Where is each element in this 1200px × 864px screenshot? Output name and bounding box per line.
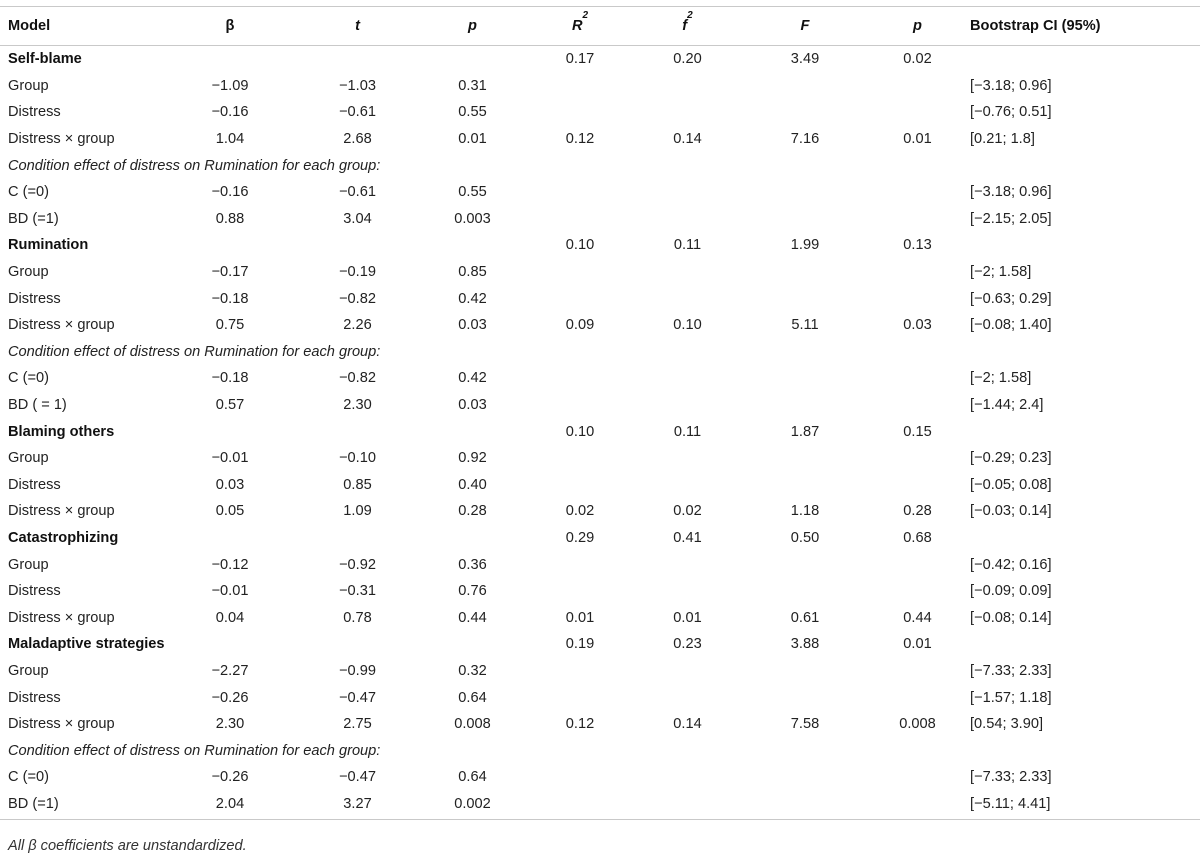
cell-F: 7.58 <box>790 716 820 733</box>
cell-ci <box>970 418 1200 445</box>
cell-F <box>745 179 865 206</box>
cell-f2 <box>630 472 745 499</box>
cell-r2 <box>530 684 630 711</box>
cell-t: −0.92 <box>339 556 376 573</box>
cell-p: 0.32 <box>458 662 487 679</box>
cell-F: 1.99 <box>790 237 820 254</box>
table-footnote: All β coefficients are unstandardized. <box>8 838 247 854</box>
cell-F: 3.88 <box>790 636 820 653</box>
cell-ci: [−0.08; 0.14] <box>970 609 1052 626</box>
cell-p: 0.36 <box>458 556 487 573</box>
cell-r2 <box>530 578 630 605</box>
cell-f2 <box>630 206 745 233</box>
cell-p: 0.28 <box>458 503 487 520</box>
cell-beta: −0.01 <box>211 583 249 600</box>
cell-p2: 0.01 <box>903 636 932 653</box>
cell-r2 <box>530 445 630 472</box>
row-label: Group <box>8 77 49 94</box>
cell-t: 2.68 <box>343 131 372 148</box>
cell-f2: 0.11 <box>673 237 702 254</box>
cell-ci: [−0.29; 0.23] <box>970 450 1052 467</box>
cell-ci: [−5.11; 4.41] <box>970 795 1051 812</box>
cell-p2 <box>865 99 970 126</box>
cell-F: 5.11 <box>791 317 819 334</box>
cell-F <box>745 99 865 126</box>
cell-F <box>745 392 865 419</box>
condition-note: Condition effect of distress on Rumination for each group: <box>8 157 381 174</box>
cell-p2 <box>865 551 970 578</box>
cell-t: −0.82 <box>339 290 376 307</box>
cell-ci: [−0.76; 0.51] <box>970 104 1052 121</box>
cell-f2: 0.01 <box>673 609 702 626</box>
table-row <box>0 285 1200 312</box>
cell-p <box>415 525 530 552</box>
cell-t: 2.26 <box>343 317 372 334</box>
cell-t: 1.09 <box>343 503 372 520</box>
cell-r2: 0.10 <box>565 423 595 440</box>
cell-t <box>300 418 415 445</box>
row-label: C (=0) <box>8 184 49 201</box>
cell-f2 <box>630 791 745 818</box>
cell-t: −0.10 <box>339 450 376 467</box>
cell-p: 0.64 <box>458 769 487 786</box>
cell-ci <box>970 46 1200 73</box>
cell-f2 <box>630 392 745 419</box>
header-r2-sup: 2 <box>582 10 589 21</box>
cell-F <box>745 285 865 312</box>
cell-t <box>300 46 415 73</box>
cell-t: −1.03 <box>339 77 376 94</box>
header-model: Model <box>0 7 160 46</box>
cell-r2 <box>530 99 630 126</box>
cell-t: 2.30 <box>343 397 372 414</box>
cell-ci <box>970 631 1200 658</box>
section-label: Self-blame <box>8 51 82 68</box>
cell-F <box>745 206 865 233</box>
row-label: Distress × group <box>8 131 115 148</box>
cell-F <box>745 365 865 392</box>
cell-ci: [−0.09; 0.09] <box>970 583 1052 600</box>
cell-p: 0.002 <box>454 795 491 812</box>
cell-t: −0.47 <box>339 769 376 786</box>
cell-beta: 0.05 <box>215 503 245 520</box>
table-row <box>0 551 1200 578</box>
cell-p: 0.64 <box>458 689 487 706</box>
cell-f2 <box>630 73 745 100</box>
cell-f2: 0.11 <box>673 423 702 440</box>
cell-p: 0.008 <box>454 716 491 733</box>
row-label: Group <box>8 556 49 573</box>
cell-f2: 0.10 <box>673 317 702 334</box>
cell-f2 <box>630 99 745 126</box>
header-row <box>0 7 1200 46</box>
cell-ci: [−2.15; 2.05] <box>970 210 1052 227</box>
cell-f2 <box>630 445 745 472</box>
cell-p2: 0.44 <box>903 609 932 626</box>
regression-results-table <box>0 7 1200 817</box>
cell-ci: [−3.18; 0.96] <box>970 77 1052 94</box>
cell-r2 <box>530 658 630 685</box>
cell-F: 1.18 <box>790 503 820 520</box>
cell-p2 <box>865 179 970 206</box>
cell-f2: 0.20 <box>673 51 702 68</box>
cell-r2 <box>530 179 630 206</box>
cell-p: 0.76 <box>458 583 487 600</box>
cell-F <box>745 472 865 499</box>
cell-r2: 0.17 <box>565 51 595 68</box>
cell-p2: 0.03 <box>903 317 932 334</box>
condition-note: Condition effect of distress on Rumination for each group: <box>8 343 381 360</box>
cell-ci: [−0.63; 0.29] <box>970 290 1052 307</box>
section-label: Blaming others <box>8 423 115 440</box>
cell-f2 <box>630 365 745 392</box>
cell-p2 <box>865 578 970 605</box>
cell-p2 <box>865 285 970 312</box>
cell-t: −0.61 <box>339 184 376 201</box>
cell-beta: 0.75 <box>215 317 245 334</box>
cell-beta: −0.16 <box>211 104 249 121</box>
header-f2 <box>630 7 745 46</box>
cell-f2 <box>630 551 745 578</box>
cell-ci: [0.21; 1.8] <box>970 131 1035 148</box>
cell-f2 <box>630 285 745 312</box>
cell-p2: 0.68 <box>903 529 932 546</box>
header-p2: p <box>865 7 970 46</box>
cell-F: 1.87 <box>790 423 820 440</box>
cell-beta: 1.04 <box>215 131 245 148</box>
cell-r2 <box>530 365 630 392</box>
cell-F <box>745 259 865 286</box>
cell-t: 0.78 <box>343 609 372 626</box>
cell-r2: 0.12 <box>565 716 595 733</box>
cell-p2 <box>865 392 970 419</box>
condition-note-row <box>0 152 1200 179</box>
cell-r2: 0.29 <box>565 529 595 546</box>
cell-F <box>745 551 865 578</box>
cell-p2 <box>865 791 970 818</box>
condition-note-row <box>0 339 1200 366</box>
cell-t: −0.31 <box>339 583 376 600</box>
cell-p2 <box>865 365 970 392</box>
cell-beta <box>160 232 300 259</box>
cell-F: 0.50 <box>790 529 820 546</box>
table-row <box>0 472 1200 499</box>
row-label: BD (=1) <box>8 210 59 227</box>
row-label: C (=0) <box>8 769 49 786</box>
cell-ci <box>970 525 1200 552</box>
cell-r2 <box>530 73 630 100</box>
cell-beta <box>160 46 300 73</box>
table-row <box>0 365 1200 392</box>
section-row <box>0 631 1200 658</box>
cell-F <box>745 73 865 100</box>
cell-f2 <box>630 578 745 605</box>
table-row <box>0 604 1200 631</box>
cell-r2 <box>530 392 630 419</box>
cell-ci: [−0.08; 1.40] <box>970 317 1052 334</box>
cell-beta: 2.04 <box>215 795 245 812</box>
cell-f2: 0.41 <box>673 529 702 546</box>
cell-r2: 0.02 <box>565 503 595 520</box>
row-label: Group <box>8 264 49 281</box>
header-f2-base: f <box>682 18 688 34</box>
cell-r2: 0.09 <box>565 317 595 334</box>
cell-F: 3.49 <box>790 51 820 68</box>
cell-p <box>415 418 530 445</box>
cell-beta: −0.18 <box>211 370 249 387</box>
cell-r2 <box>530 551 630 578</box>
cell-beta: −0.26 <box>211 769 249 786</box>
cell-beta: −0.01 <box>211 450 249 467</box>
condition-note-row <box>0 737 1200 764</box>
row-label: Distress <box>8 476 61 493</box>
cell-beta: −2.27 <box>211 662 249 679</box>
row-label: C (=0) <box>8 370 49 387</box>
cell-r2 <box>530 791 630 818</box>
table-row <box>0 498 1200 525</box>
table-row <box>0 312 1200 339</box>
cell-f2 <box>630 179 745 206</box>
cell-f2: 0.02 <box>673 503 702 520</box>
cell-F <box>745 764 865 791</box>
cell-t: −0.82 <box>339 370 376 387</box>
table-row <box>0 578 1200 605</box>
cell-p2 <box>865 764 970 791</box>
cell-t: 0.85 <box>343 476 372 493</box>
cell-beta: −0.12 <box>211 556 249 573</box>
cell-f2 <box>630 684 745 711</box>
row-label: Distress × group <box>8 716 115 733</box>
cell-r2 <box>530 206 630 233</box>
cell-ci: [−0.05; 0.08] <box>970 476 1052 493</box>
cell-beta: 0.03 <box>215 476 245 493</box>
cell-r2 <box>530 259 630 286</box>
section-label: Catastrophizing <box>8 529 119 546</box>
table-row <box>0 99 1200 126</box>
table-row <box>0 392 1200 419</box>
cell-beta: −0.17 <box>211 264 249 281</box>
cell-f2: 0.14 <box>673 716 702 733</box>
cell-p: 0.92 <box>458 450 487 467</box>
row-label: BD (=1) <box>8 795 59 812</box>
table-row <box>0 684 1200 711</box>
section-row <box>0 232 1200 259</box>
cell-p2: 0.28 <box>903 503 932 520</box>
cell-f2 <box>630 259 745 286</box>
cell-F <box>745 791 865 818</box>
table-row <box>0 126 1200 153</box>
table-row <box>0 73 1200 100</box>
table-row <box>0 259 1200 286</box>
section-row <box>0 525 1200 552</box>
cell-p2 <box>865 684 970 711</box>
cell-r2: 0.19 <box>565 636 595 653</box>
cell-p2 <box>865 472 970 499</box>
cell-ci: [−3.18; 0.96] <box>970 184 1052 201</box>
table-row <box>0 791 1200 818</box>
cell-beta: −1.09 <box>211 77 249 94</box>
cell-p2 <box>865 73 970 100</box>
row-label: Group <box>8 662 49 679</box>
cell-beta <box>160 631 300 658</box>
row-label: Group <box>8 450 49 467</box>
section-label: Rumination <box>8 237 89 254</box>
cell-r2 <box>530 285 630 312</box>
header-beta: β <box>160 7 300 46</box>
cell-F: 0.61 <box>790 609 820 626</box>
cell-f2: 0.23 <box>673 636 702 653</box>
cell-p: 0.55 <box>458 184 487 201</box>
cell-f2 <box>630 658 745 685</box>
table-row <box>0 445 1200 472</box>
table-row <box>0 658 1200 685</box>
cell-F <box>745 684 865 711</box>
cell-t <box>300 525 415 552</box>
cell-beta: −0.16 <box>211 184 249 201</box>
cell-p: 0.85 <box>458 264 487 281</box>
cell-beta: 0.04 <box>215 609 245 626</box>
cell-ci: [−7.33; 2.33] <box>970 662 1052 679</box>
cell-p: 0.55 <box>458 104 487 121</box>
cell-ci <box>970 232 1200 259</box>
cell-p: 0.40 <box>458 476 487 493</box>
cell-f2: 0.14 <box>673 131 702 148</box>
row-label: Distress <box>8 104 61 121</box>
row-label: Distress <box>8 583 61 600</box>
row-label: Distress <box>8 689 61 706</box>
row-label: Distress × group <box>8 317 115 334</box>
cell-p2: 0.15 <box>903 423 932 440</box>
table-row <box>0 711 1200 738</box>
table-row <box>0 179 1200 206</box>
cell-ci: [0.54; 3.90] <box>970 716 1044 733</box>
cell-beta <box>160 525 300 552</box>
cell-p2: 0.01 <box>903 131 932 148</box>
cell-t: 2.75 <box>343 716 372 733</box>
cell-ci: [−1.57; 1.18] <box>970 689 1052 706</box>
cell-beta: 2.30 <box>215 716 245 733</box>
cell-r2 <box>530 764 630 791</box>
cell-t: 3.04 <box>343 210 372 227</box>
cell-r2: 0.12 <box>565 131 595 148</box>
table-bottom-rule <box>0 819 1200 820</box>
cell-p: 0.01 <box>458 131 487 148</box>
section-row <box>0 46 1200 73</box>
section-row <box>0 418 1200 445</box>
cell-p2: 0.008 <box>899 716 936 733</box>
cell-p2 <box>865 206 970 233</box>
cell-p2 <box>865 259 970 286</box>
header-r2-base: R <box>571 18 583 34</box>
cell-r2: 0.10 <box>565 237 595 254</box>
row-label: BD ( = 1) <box>8 397 67 414</box>
cell-p2 <box>865 445 970 472</box>
cell-f2 <box>630 764 745 791</box>
cell-beta: −0.18 <box>211 290 249 307</box>
condition-note: Condition effect of distress on Rumination for each group: <box>8 742 381 759</box>
table-body <box>0 46 1200 818</box>
cell-beta: 0.88 <box>215 210 245 227</box>
cell-F <box>745 578 865 605</box>
cell-p: 0.03 <box>458 317 487 334</box>
cell-ci: [−7.33; 2.33] <box>970 769 1052 786</box>
row-label: Distress × group <box>8 609 115 626</box>
cell-p <box>415 232 530 259</box>
header-t: t <box>300 7 415 46</box>
cell-ci: [−2; 1.58] <box>970 264 1032 281</box>
cell-p: 0.42 <box>458 370 487 387</box>
header-ci: Bootstrap CI (95%) <box>970 7 1200 46</box>
cell-F <box>745 658 865 685</box>
cell-ci: [−0.42; 0.16] <box>970 556 1052 573</box>
cell-r2 <box>530 472 630 499</box>
cell-p2 <box>865 658 970 685</box>
cell-p: 0.03 <box>458 397 487 414</box>
cell-t <box>300 631 415 658</box>
header-f2-sup: 2 <box>687 10 693 21</box>
header-r2 <box>530 7 630 46</box>
row-label: Distress × group <box>8 503 115 520</box>
cell-p: 0.003 <box>454 210 491 227</box>
cell-p: 0.42 <box>458 290 487 307</box>
cell-p <box>415 46 530 73</box>
cell-F <box>745 445 865 472</box>
cell-t: −0.61 <box>339 104 376 121</box>
cell-beta: 0.57 <box>215 397 245 414</box>
cell-p <box>415 631 530 658</box>
header-F: F <box>745 7 865 46</box>
cell-t: 3.27 <box>343 795 372 812</box>
cell-t: −0.47 <box>339 689 376 706</box>
cell-r2: 0.01 <box>565 609 595 626</box>
cell-beta <box>160 418 300 445</box>
cell-p2: 0.02 <box>903 51 932 68</box>
cell-ci: [−1.44; 2.4] <box>970 397 1044 414</box>
cell-p: 0.31 <box>458 77 487 94</box>
cell-beta: −0.26 <box>211 689 249 706</box>
cell-ci: [−0.03; 0.14] <box>970 503 1052 520</box>
cell-ci: [−2; 1.58] <box>970 370 1032 387</box>
row-label: Distress <box>8 290 61 307</box>
cell-p2: 0.13 <box>903 237 932 254</box>
table-row <box>0 206 1200 233</box>
table-row <box>0 764 1200 791</box>
cell-t: −0.19 <box>339 264 376 281</box>
cell-F: 7.16 <box>790 131 820 148</box>
header-p: p <box>415 7 530 46</box>
cell-t: −0.99 <box>339 662 376 679</box>
cell-t <box>300 232 415 259</box>
section-label: Maladaptive strategies <box>8 636 165 653</box>
cell-p: 0.44 <box>458 609 487 626</box>
